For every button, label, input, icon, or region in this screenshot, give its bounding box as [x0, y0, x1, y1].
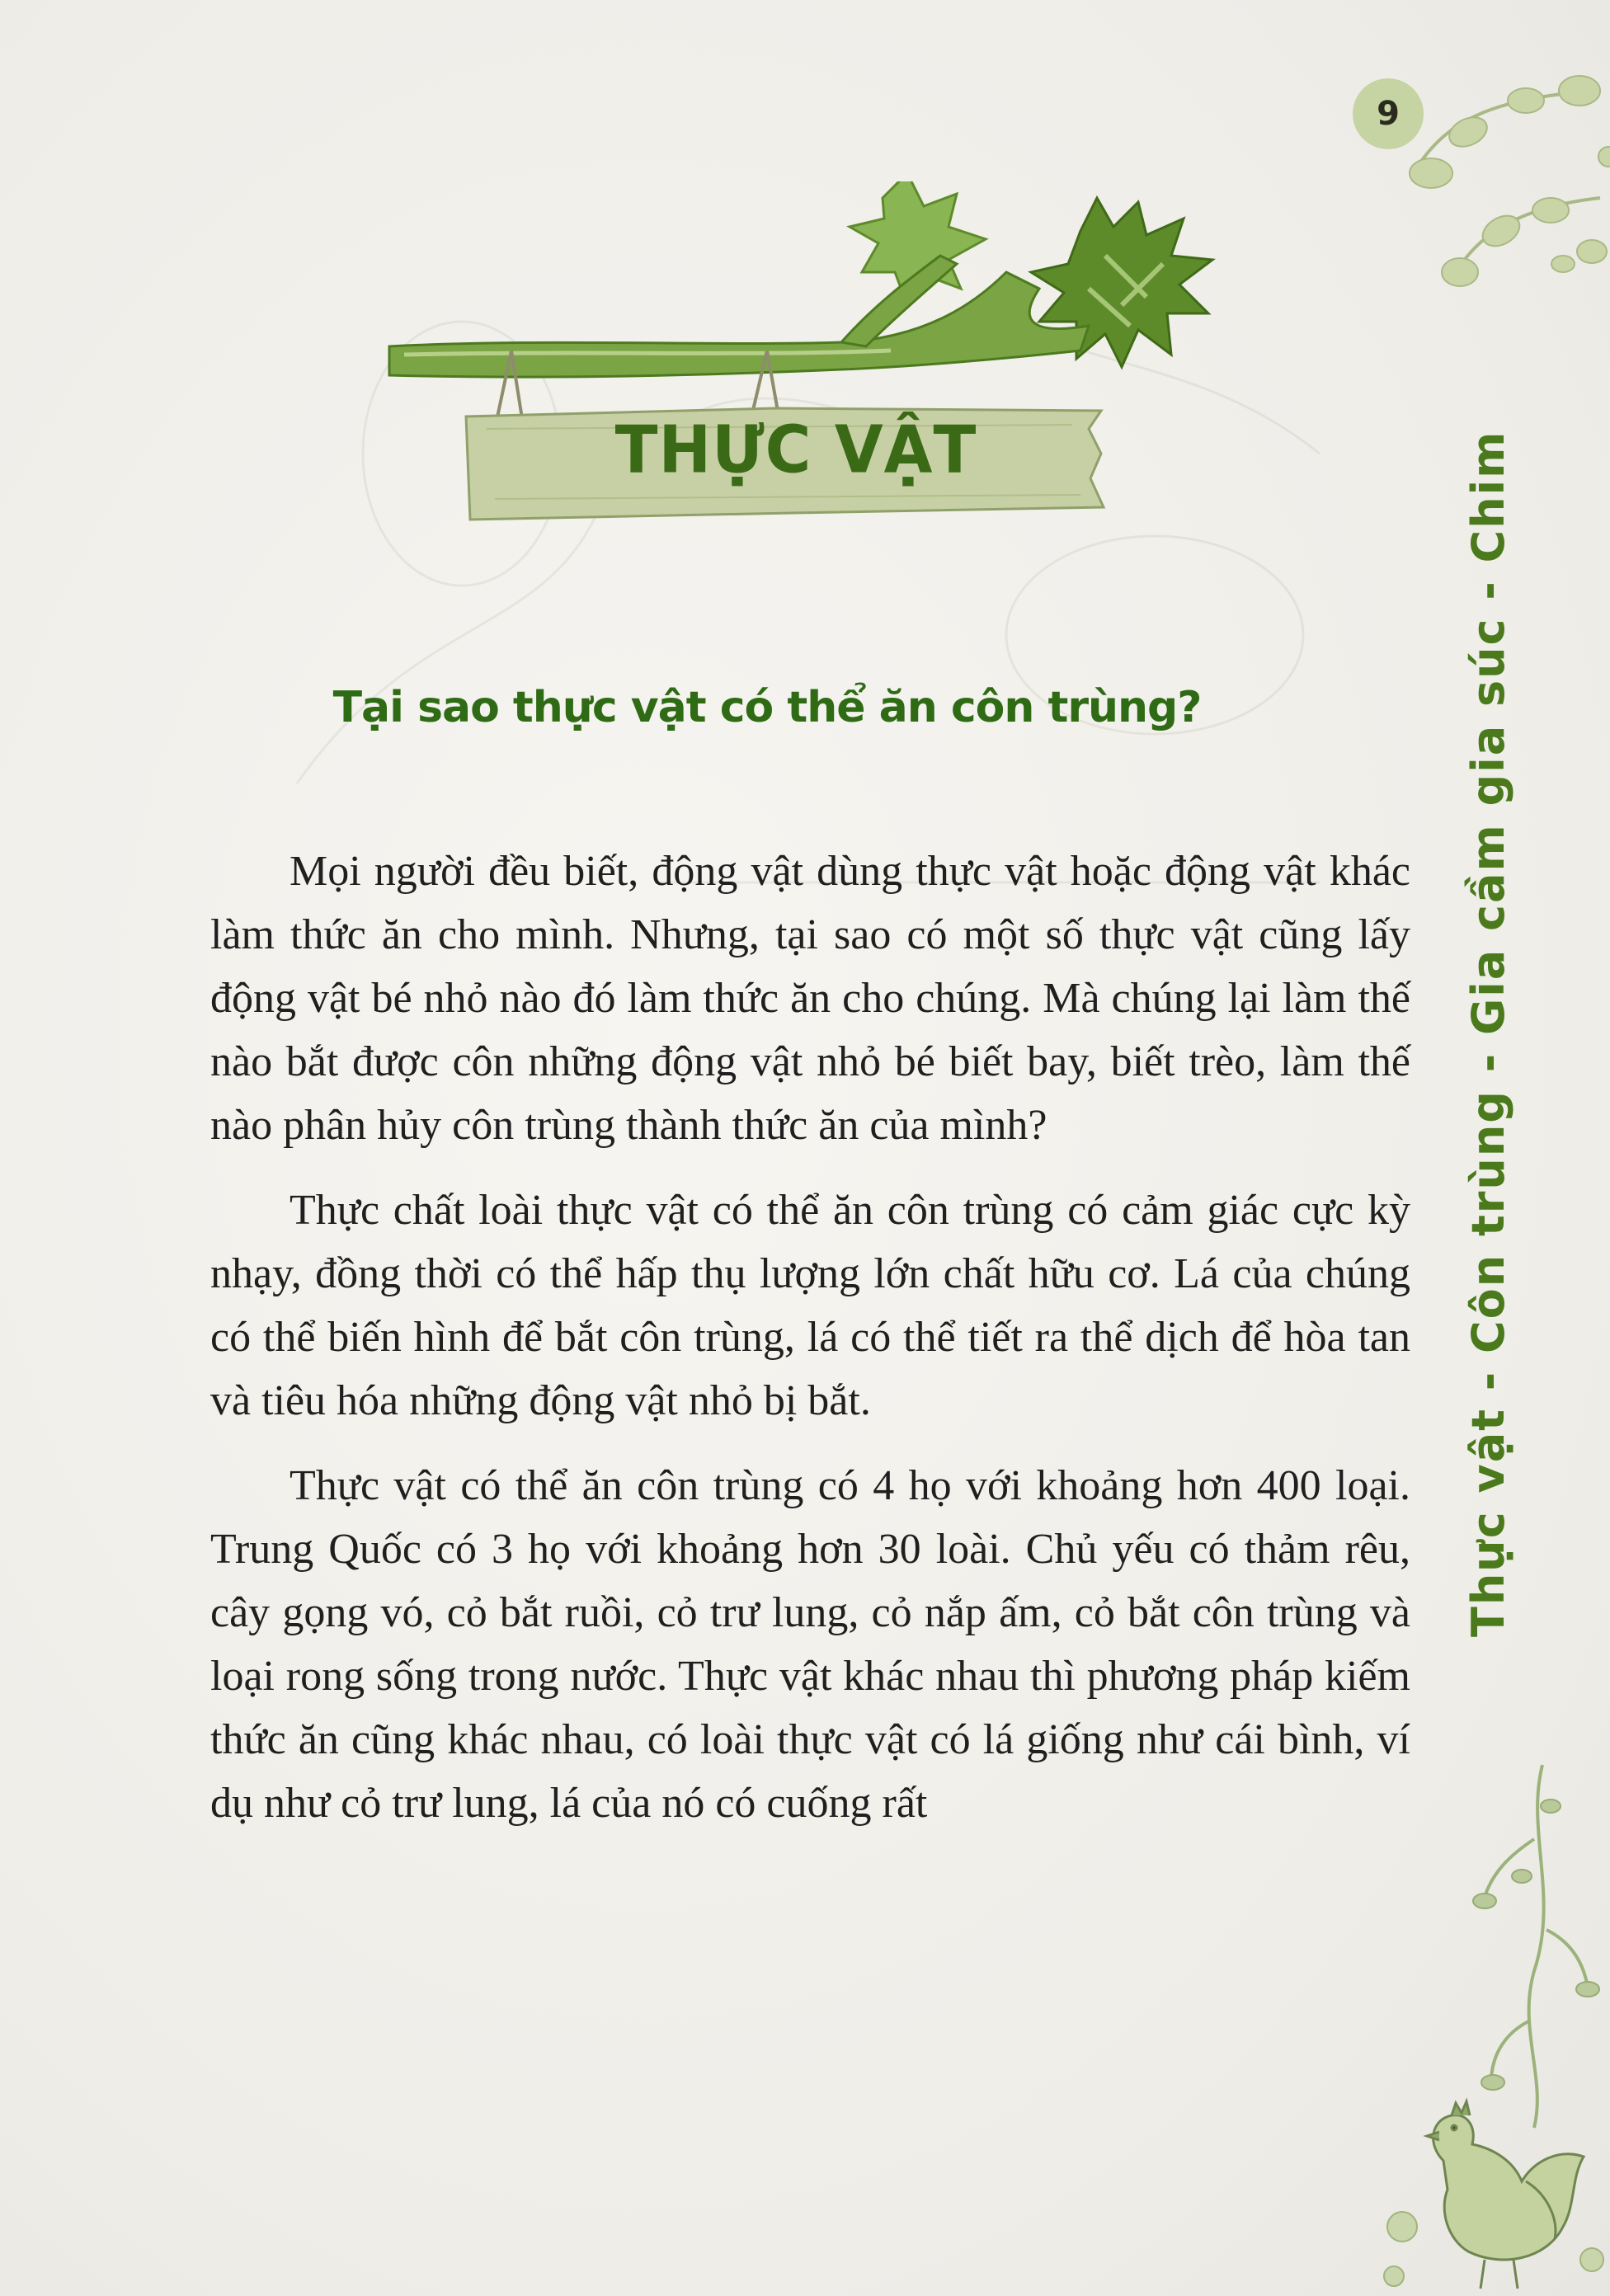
article-question-title: Tại sao thực vật có thể ăn côn trùng?	[332, 683, 1202, 732]
paragraph: Thực vật có thể ăn côn trùng có 4 họ với khoảng hơn 400 loại. Trung Quốc có 3 họ với khoảng hơn 30 loài. Chủ yếu có thảm rêu, cây gọng vó, cỏ bắt ruồi, cỏ trư lung, cỏ nắp ấm, cỏ bắt côn trùng và loại rong sống trong nước. Thực vật khác nhau thì phương pháp kiếm thức ăn cũng khác nhau, có loài thực vật có lá giống như cái bình, ví dụ như cỏ trư lung, lá của nó có cuống rất	[210, 1462, 1410, 1827]
rooster-vine-decoration	[1369, 1732, 1610, 2296]
article-body	[210, 840, 1410, 1856]
rooster-icon	[1427, 2101, 1584, 2289]
section-title: THỰC VẬT	[614, 410, 977, 488]
page-number: 9	[1353, 78, 1424, 149]
chapter-side-title: Thực vật - Côn trùng - Gia cầm gia súc - Chim	[1462, 430, 1514, 1637]
paragraph: Mọi người đều biết, động vật dùng thực vật hoặc động vật khác làm thức ăn cho mình. Nhưng, tại sao có một số thực vật cũng lấy động vật bé nhỏ nào đó làm thức ăn cho chúng. Mà chúng lại làm thế nào bắt được côn những động vật nhỏ bé biết bay, biết trèo, làm thế nào phân hủy côn trùng thành thức ăn của mình?	[210, 848, 1410, 1149]
paragraph: Thực chất loài thực vật có thể ăn côn trùng có cảm giác cực kỳ nhạy, đồng thời có thể hấp thụ lượng lớn chất hữu cơ. Lá của chúng có thể biến hình để bắt côn trùng, lá có thể tiết ra thể dịch để hòa tan và tiêu hóa những động vật nhỏ bị bắt.	[210, 1187, 1410, 1424]
leaf-vine-decoration	[1402, 66, 1610, 313]
